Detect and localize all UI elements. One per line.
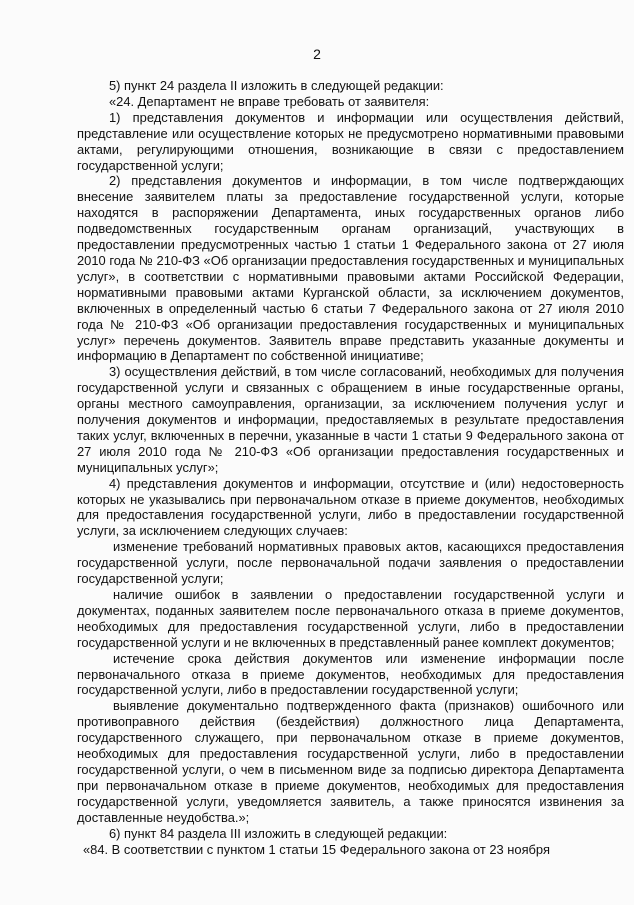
exception-case-2: наличие ошибок в заявлении о предоставлении государственной услуги и документах, поданных заявителем после первоначального отказа в приеме документов, необходимых для предоставления государственной услуги, либо в предоставлении государственной услуги и не включенных в представленный ранее комплект документов; xyxy=(77,587,624,650)
page-number: 2 xyxy=(313,46,321,62)
amendment-item-5: 5) пункт 24 раздела II изложить в следующей редакции: xyxy=(109,78,444,93)
clause-24-subitem-3: 3) осуществления действий, в том числе согласований, необходимых для получения государственной услуги и связанных с обращением в иные государственные органы, органы местного самоуправления, организации, за исключением получения услуг и получения документов и информации, предоставляемых в результате предоставления таких услуг, включенных в перечни, указанные в части 1 статьи 9 Федерального закона от 27 июля 2010 года № 210-ФЗ «Об организации предоставления государственных и муниципальных услуг»; xyxy=(77,364,624,475)
exception-case-3: истечение срока действия документов или изменение информации после первоначального отказа в приеме документов, необходимых для предоставления государственной услуги, либо в предоставлении государственной услуги; xyxy=(77,650,624,698)
document-body xyxy=(77,78,624,857)
clause-24-heading: «24. Департамент не вправе требовать от заявителя: xyxy=(109,93,430,109)
amendment-item-6: 6) пункт 84 раздела III изложить в следующей редакции: xyxy=(109,825,448,841)
clause-24-subitem-2: 2) представления документов и информации, в том числе подтверждающих внесение заявителем платы за предоставление государственной услуги, которые находятся в распоряжении Департамента, иных государственных органов либо подведомственных государственным органам организаций, участвующих в предоставлении предусмотренных частью 1 статьи 1 Федерального закона от 27 июля 2010 года № 210-ФЗ «Об организации предоставления государственных и муниципальных услуг», в соответствии с нормативными правовыми актами Российской Федерации, нормативными правовыми актами Курганской области, за исключением документов, включенных в определенный частью 6 статьи 7 Федерального закона от 27 июля 2010 года № 210-ФЗ «Об организации предоставления государственных и муниципальных услуг» перечень документов. Заявитель вправе представить указанные документы и информацию в Департамент по собственной инициативе; xyxy=(77,173,624,364)
clause-24-subitem-4: 4) представления документов и информации, отсутствие и (или) недостоверность которых не указывались при первоначальном отказе в приеме документов, необходимых для предоставления государственной услуги, либо в предоставлении государственной услуги, за исключением следующих случаев: xyxy=(77,475,624,539)
exception-case-1: изменение требований нормативных правовых актов, касающихся предоставления государственной услуги, после первоначальной подачи заявления о предоставлении государственной услуги; xyxy=(77,539,624,587)
clause-84-start: «84. В соответствии с пунктом 1 статьи 15 Федерального закона от 23 ноября xyxy=(83,841,550,857)
exception-case-4: выявление документально подтвержденного факта (признаков) ошибочного или противоправного действия (бездействия) должностного лица Департамента, государственного служащего, при первоначальном отказе в приеме документов, необходимых для предоставления государственной услуги, либо в предоставлении государственной услуги, о чем в письменном виде за подписью директора Департамента при первоначальном отказе в приеме документов, необходимых для предоставления государственной услуги, уведомляется заявитель, а также приносятся извинения за доставленные неудобства.»; xyxy=(77,698,624,825)
clause-24-subitem-1: 1) представления документов и информации или осуществления действий, представление или осуществление которых не предусмотрено нормативными правовыми актами, регулирующими отношения, возникающие в связи с предоставлением государственной услуги; xyxy=(77,109,624,173)
